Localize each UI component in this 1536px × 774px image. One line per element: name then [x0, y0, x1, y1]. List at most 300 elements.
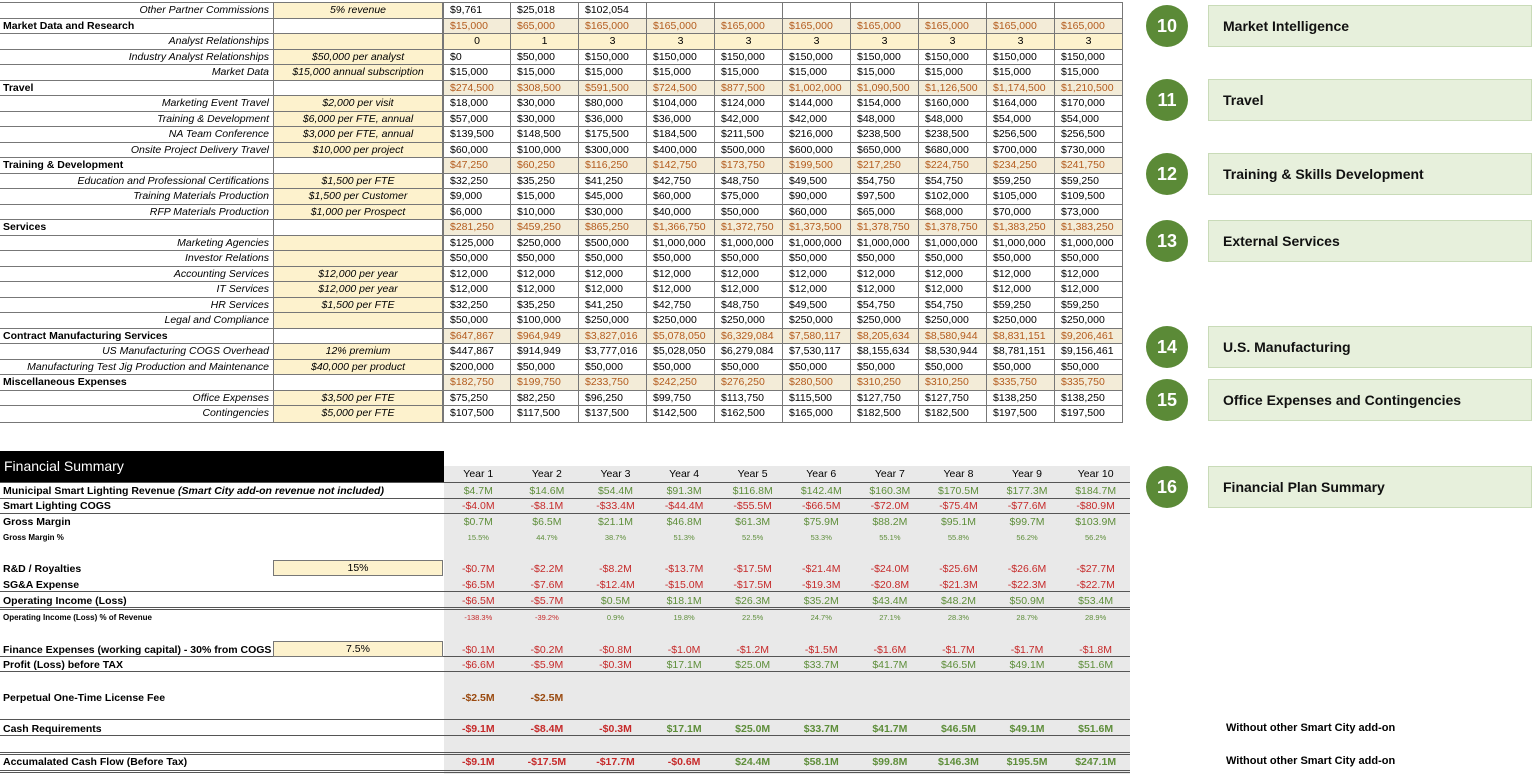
value-cell[interactable]: $12,000: [919, 267, 987, 283]
summary-value[interactable]: $88.2M: [872, 515, 908, 528]
value-cell[interactable]: $238,500: [851, 127, 919, 143]
value-cell[interactable]: 3: [647, 34, 715, 50]
summary-value[interactable]: -$19.3M: [802, 578, 841, 591]
summary-value[interactable]: -$1.8M: [1079, 643, 1112, 656]
value-cell[interactable]: $50,000: [647, 360, 715, 376]
value-cell[interactable]: $54,750: [851, 174, 919, 190]
value-cell[interactable]: $15,000: [511, 189, 579, 205]
summary-value[interactable]: $51.6M: [1078, 722, 1114, 735]
summary-value[interactable]: $99.8M: [872, 755, 908, 768]
summary-value[interactable]: -$77.6M: [1007, 499, 1047, 512]
summary-value[interactable]: -$9.1M: [461, 755, 495, 768]
value-cell[interactable]: $59,250: [987, 298, 1055, 314]
value-cell[interactable]: $105,000: [987, 189, 1055, 205]
summary-value[interactable]: 56.2%: [1085, 533, 1107, 542]
value-cell[interactable]: $274,500: [443, 81, 511, 97]
value-cell[interactable]: $49,500: [783, 298, 851, 314]
value-cell[interactable]: $54,000: [987, 112, 1055, 128]
value-cell[interactable]: $45,000: [579, 189, 647, 205]
summary-value[interactable]: $184.7M: [1075, 484, 1117, 497]
value-cell[interactable]: $170,000: [1055, 96, 1123, 112]
value-cell[interactable]: $12,000: [783, 267, 851, 283]
value-cell[interactable]: $647,867: [443, 329, 511, 345]
summary-value[interactable]: -138.3%: [464, 613, 493, 622]
assumption-cell[interactable]: [273, 313, 443, 329]
value-cell[interactable]: $150,000: [647, 50, 715, 66]
value-cell[interactable]: $8,781,151: [987, 344, 1055, 360]
value-cell[interactable]: $60,000: [443, 143, 511, 159]
value-cell[interactable]: $48,000: [851, 112, 919, 128]
value-cell[interactable]: $680,000: [919, 143, 987, 159]
summary-value[interactable]: $58.1M: [803, 755, 839, 768]
summary-value[interactable]: -$0.6M: [667, 755, 701, 768]
value-cell[interactable]: $137,500: [579, 406, 647, 422]
summary-value[interactable]: -$24.0M: [870, 562, 910, 575]
value-cell[interactable]: $1,126,500: [919, 81, 987, 97]
value-cell[interactable]: $162,500: [715, 406, 783, 422]
value-cell[interactable]: $60,000: [647, 189, 715, 205]
value-cell[interactable]: $50,000: [715, 251, 783, 267]
value-cell[interactable]: $5,028,050: [647, 344, 715, 360]
value-cell[interactable]: $59,250: [1055, 174, 1123, 190]
value-cell[interactable]: $48,000: [919, 112, 987, 128]
section-title-tag[interactable]: Travel: [1208, 79, 1532, 121]
value-cell[interactable]: 3: [987, 34, 1055, 50]
value-cell[interactable]: $250,000: [1055, 313, 1123, 329]
summary-value[interactable]: $146.3M: [938, 755, 979, 768]
value-cell[interactable]: $107,500: [443, 406, 511, 422]
value-cell[interactable]: $124,000: [715, 96, 783, 112]
summary-value[interactable]: -$33.4M: [596, 499, 635, 512]
summary-value[interactable]: $177.3M: [1006, 484, 1048, 497]
value-cell[interactable]: $15,000: [1055, 65, 1123, 81]
assumption-cell[interactable]: $50,000 per analyst: [273, 50, 443, 66]
value-cell[interactable]: $12,000: [783, 282, 851, 298]
value-cell[interactable]: $50,000: [783, 251, 851, 267]
value-cell[interactable]: $125,000: [443, 236, 511, 252]
value-cell[interactable]: $12,000: [1055, 282, 1123, 298]
summary-value[interactable]: 52.5%: [742, 533, 764, 542]
value-cell[interactable]: $250,000: [851, 313, 919, 329]
value-cell[interactable]: $335,750: [1055, 375, 1123, 391]
value-cell[interactable]: $50,000: [1055, 251, 1123, 267]
value-cell[interactable]: $47,250: [443, 158, 511, 174]
value-cell[interactable]: $7,580,117: [783, 329, 851, 345]
value-cell[interactable]: $15,000: [443, 19, 511, 35]
summary-value[interactable]: -$80.9M: [1076, 499, 1115, 512]
value-cell[interactable]: $50,000: [1055, 360, 1123, 376]
value-cell[interactable]: $650,000: [851, 143, 919, 159]
value-cell[interactable]: $54,750: [851, 298, 919, 314]
value-cell[interactable]: $182,500: [851, 406, 919, 422]
value-cell[interactable]: 1: [511, 34, 579, 50]
summary-value[interactable]: $25.0M: [735, 722, 771, 735]
value-cell[interactable]: $12,000: [987, 282, 1055, 298]
summary-value[interactable]: $61.3M: [735, 515, 771, 528]
value-cell[interactable]: $3,827,016: [579, 329, 647, 345]
value-cell[interactable]: $447,867: [443, 344, 511, 360]
summary-value[interactable]: -$72.0M: [870, 499, 910, 512]
value-cell[interactable]: $1,383,250: [1055, 220, 1123, 236]
assumption-cell[interactable]: $12,000 per year: [273, 267, 443, 283]
assumption-cell[interactable]: $6,000 per FTE, annual: [273, 112, 443, 128]
value-cell[interactable]: [919, 3, 987, 19]
assumption-cell[interactable]: [273, 158, 443, 174]
value-cell[interactable]: $164,000: [987, 96, 1055, 112]
value-cell[interactable]: $65,000: [851, 205, 919, 221]
summary-value[interactable]: $51.6M: [1078, 658, 1114, 671]
value-cell[interactable]: $6,279,084: [715, 344, 783, 360]
value-cell[interactable]: $182,750: [443, 375, 511, 391]
value-cell[interactable]: 0: [443, 34, 511, 50]
value-cell[interactable]: $32,250: [443, 174, 511, 190]
summary-value[interactable]: $53.4M: [1078, 594, 1114, 607]
summary-value[interactable]: -$44.4M: [664, 499, 704, 512]
assumption-cell[interactable]: [273, 81, 443, 97]
value-cell[interactable]: $256,500: [1055, 127, 1123, 143]
value-cell[interactable]: $117,500: [511, 406, 579, 422]
assumption-cell[interactable]: [273, 236, 443, 252]
value-cell[interactable]: $173,750: [715, 158, 783, 174]
summary-value[interactable]: 22.5%: [742, 613, 764, 622]
value-cell[interactable]: 3: [851, 34, 919, 50]
summary-value[interactable]: -$17.5M: [733, 578, 772, 591]
value-cell[interactable]: $9,761: [443, 3, 511, 19]
summary-value[interactable]: -$6.5M: [461, 578, 495, 591]
value-cell[interactable]: $15,000: [647, 65, 715, 81]
summary-value[interactable]: -$2.2M: [530, 562, 564, 575]
value-cell[interactable]: $50,000: [511, 360, 579, 376]
value-cell[interactable]: $50,000: [919, 360, 987, 376]
value-cell[interactable]: $138,250: [1055, 391, 1123, 407]
summary-value[interactable]: -$12.4M: [596, 578, 635, 591]
value-cell[interactable]: $50,000: [715, 360, 783, 376]
value-cell[interactable]: $1,000,000: [783, 236, 851, 252]
value-cell[interactable]: $59,250: [987, 174, 1055, 190]
summary-value[interactable]: 55.8%: [947, 533, 970, 542]
value-cell[interactable]: $1,378,750: [851, 220, 919, 236]
value-cell[interactable]: $96,250: [579, 391, 647, 407]
summary-value[interactable]: -$17.5M: [733, 562, 772, 575]
value-cell[interactable]: $9,156,461: [1055, 344, 1123, 360]
value-cell[interactable]: $300,000: [579, 143, 647, 159]
summary-value[interactable]: 51.3%: [673, 533, 695, 542]
value-cell[interactable]: $250,000: [579, 313, 647, 329]
value-cell[interactable]: $199,500: [783, 158, 851, 174]
value-cell[interactable]: $8,530,944: [919, 344, 987, 360]
value-cell[interactable]: $184,500: [647, 127, 715, 143]
value-cell[interactable]: $241,750: [1055, 158, 1123, 174]
value-cell[interactable]: $50,000: [579, 251, 647, 267]
value-cell[interactable]: $8,831,151: [987, 329, 1055, 345]
assumption-input[interactable]: 15%: [273, 560, 443, 576]
summary-value[interactable]: -$4.0M: [461, 499, 495, 512]
assumption-cell[interactable]: $40,000 per product: [273, 360, 443, 376]
summary-value[interactable]: -$8.1M: [530, 499, 564, 512]
summary-value[interactable]: -$1.0M: [667, 643, 701, 656]
value-cell[interactable]: $12,000: [579, 282, 647, 298]
section-title-tag[interactable]: Market Intelligence: [1208, 5, 1532, 47]
summary-value[interactable]: $46.5M: [940, 722, 976, 735]
summary-value[interactable]: -$13.7M: [664, 562, 704, 575]
value-cell[interactable]: $50,000: [851, 251, 919, 267]
value-cell[interactable]: $15,000: [851, 65, 919, 81]
value-cell[interactable]: $165,000: [715, 19, 783, 35]
summary-value[interactable]: $26.3M: [735, 594, 771, 607]
value-cell[interactable]: $165,000: [783, 406, 851, 422]
value-cell[interactable]: $165,000: [783, 19, 851, 35]
value-cell[interactable]: $48,750: [715, 174, 783, 190]
value-cell[interactable]: $1,210,500: [1055, 81, 1123, 97]
value-cell[interactable]: $150,000: [715, 50, 783, 66]
value-cell[interactable]: $50,000: [511, 251, 579, 267]
summary-value[interactable]: $33.7M: [803, 722, 839, 735]
value-cell[interactable]: $35,250: [511, 174, 579, 190]
value-cell[interactable]: $1,000,000: [919, 236, 987, 252]
value-cell[interactable]: $914,949: [511, 344, 579, 360]
summary-value[interactable]: $142.4M: [800, 484, 842, 497]
value-cell[interactable]: $50,000: [783, 360, 851, 376]
assumption-cell[interactable]: $2,000 per visit: [273, 96, 443, 112]
value-cell[interactable]: $6,000: [443, 205, 511, 221]
summary-value[interactable]: -$0.7M: [461, 562, 495, 575]
value-cell[interactable]: $233,750: [579, 375, 647, 391]
value-cell[interactable]: $54,000: [1055, 112, 1123, 128]
value-cell[interactable]: $150,000: [1055, 50, 1123, 66]
summary-value[interactable]: -$1.2M: [736, 643, 770, 656]
value-cell[interactable]: $400,000: [647, 143, 715, 159]
summary-value[interactable]: 0.9%: [606, 613, 625, 622]
value-cell[interactable]: $30,000: [511, 96, 579, 112]
value-cell[interactable]: [987, 3, 1055, 19]
value-cell[interactable]: $1,378,750: [919, 220, 987, 236]
value-cell[interactable]: $865,250: [579, 220, 647, 236]
value-cell[interactable]: $75,250: [443, 391, 511, 407]
value-cell[interactable]: $150,000: [783, 50, 851, 66]
value-cell[interactable]: $1,174,500: [987, 81, 1055, 97]
summary-value[interactable]: -$26.6M: [1007, 562, 1047, 575]
value-cell[interactable]: $40,000: [647, 205, 715, 221]
summary-value[interactable]: $116.8M: [732, 484, 773, 497]
value-cell[interactable]: $42,000: [715, 112, 783, 128]
value-cell[interactable]: $59,250: [1055, 298, 1123, 314]
value-cell[interactable]: $175,500: [579, 127, 647, 143]
assumption-cell[interactable]: 5% revenue: [273, 3, 443, 19]
value-cell[interactable]: $12,000: [443, 282, 511, 298]
summary-value[interactable]: $99.7M: [1009, 515, 1045, 528]
summary-value[interactable]: -$1.7M: [942, 643, 975, 656]
value-cell[interactable]: 3: [783, 34, 851, 50]
summary-value[interactable]: $49.1M: [1009, 658, 1045, 671]
value-cell[interactable]: $250,000: [987, 313, 1055, 329]
summary-value[interactable]: -$0.1M: [461, 643, 495, 656]
value-cell[interactable]: $12,000: [579, 267, 647, 283]
value-cell[interactable]: $148,500: [511, 127, 579, 143]
summary-value[interactable]: $91.3M: [666, 484, 702, 497]
value-cell[interactable]: $591,500: [579, 81, 647, 97]
summary-value[interactable]: -$22.7M: [1076, 578, 1115, 591]
value-cell[interactable]: [715, 3, 783, 19]
summary-value[interactable]: -$6.6M: [461, 658, 495, 671]
value-cell[interactable]: $12,000: [715, 282, 783, 298]
value-cell[interactable]: $234,250: [987, 158, 1055, 174]
value-cell[interactable]: [647, 3, 715, 19]
summary-value[interactable]: $0.5M: [600, 594, 631, 607]
value-cell[interactable]: $500,000: [715, 143, 783, 159]
value-cell[interactable]: $1,000,000: [1055, 236, 1123, 252]
summary-value[interactable]: $41.7M: [872, 722, 908, 735]
value-cell[interactable]: $49,500: [783, 174, 851, 190]
summary-value[interactable]: -$17.5M: [527, 755, 567, 768]
summary-value[interactable]: -$0.8M: [599, 643, 632, 656]
value-cell[interactable]: $8,205,634: [851, 329, 919, 345]
summary-value[interactable]: -$1.7M: [1010, 643, 1044, 656]
value-cell[interactable]: $104,000: [647, 96, 715, 112]
value-cell[interactable]: $12,000: [647, 282, 715, 298]
value-cell[interactable]: $12,000: [715, 267, 783, 283]
summary-value[interactable]: -$21.4M: [802, 562, 841, 575]
value-cell[interactable]: $182,500: [919, 406, 987, 422]
value-cell[interactable]: $200,000: [443, 360, 511, 376]
section-title-tag[interactable]: Financial Plan Summary: [1208, 466, 1532, 508]
value-cell[interactable]: $102,054: [579, 3, 647, 19]
summary-value[interactable]: $17.1M: [666, 722, 702, 735]
value-cell[interactable]: $165,000: [987, 19, 1055, 35]
assumption-cell[interactable]: $1,500 per Customer: [273, 189, 443, 205]
value-cell[interactable]: $0: [443, 50, 511, 66]
value-cell[interactable]: $1,373,500: [783, 220, 851, 236]
summary-value[interactable]: 53.3%: [810, 533, 832, 542]
section-title-tag[interactable]: U.S. Manufacturing: [1208, 326, 1532, 368]
value-cell[interactable]: $12,000: [443, 267, 511, 283]
value-cell[interactable]: $100,000: [511, 143, 579, 159]
value-cell[interactable]: $15,000: [783, 65, 851, 81]
summary-value[interactable]: $21.1M: [597, 515, 633, 528]
value-cell[interactable]: $142,750: [647, 158, 715, 174]
summary-value[interactable]: $35.2M: [803, 594, 839, 607]
assumption-cell[interactable]: [273, 375, 443, 391]
value-cell[interactable]: $1,000,000: [987, 236, 1055, 252]
value-cell[interactable]: $308,500: [511, 81, 579, 97]
value-cell[interactable]: $724,500: [647, 81, 715, 97]
summary-value[interactable]: -$20.8M: [870, 578, 910, 591]
summary-value[interactable]: -$7.6M: [530, 578, 564, 591]
summary-value[interactable]: -$2.5M: [461, 691, 495, 704]
value-cell[interactable]: $57,000: [443, 112, 511, 128]
summary-value[interactable]: $170.5M: [938, 484, 979, 497]
summary-value[interactable]: -$25.6M: [939, 562, 978, 575]
value-cell[interactable]: $730,000: [1055, 143, 1123, 159]
summary-value[interactable]: $75.9M: [803, 515, 839, 528]
summary-value[interactable]: $103.9M: [1075, 515, 1117, 528]
value-cell[interactable]: $877,500: [715, 81, 783, 97]
value-cell[interactable]: 3: [1055, 34, 1123, 50]
value-cell[interactable]: $165,000: [1055, 19, 1123, 35]
value-cell[interactable]: $150,000: [579, 50, 647, 66]
summary-value[interactable]: 28.7%: [1016, 613, 1038, 622]
value-cell[interactable]: $5,078,050: [647, 329, 715, 345]
assumption-cell[interactable]: $1,500 per FTE: [273, 298, 443, 314]
value-cell[interactable]: $165,000: [647, 19, 715, 35]
assumption-cell[interactable]: $12,000 per year: [273, 282, 443, 298]
summary-value[interactable]: -$55.5M: [733, 499, 772, 512]
value-cell[interactable]: $50,000: [443, 313, 511, 329]
value-cell[interactable]: $250,000: [647, 313, 715, 329]
value-cell[interactable]: $50,000: [715, 205, 783, 221]
value-cell[interactable]: $197,500: [1055, 406, 1123, 422]
summary-value[interactable]: -$0.3M: [599, 722, 632, 735]
value-cell[interactable]: $18,000: [443, 96, 511, 112]
assumption-cell[interactable]: [273, 220, 443, 236]
value-cell[interactable]: $9,206,461: [1055, 329, 1123, 345]
summary-value[interactable]: -39.2%: [535, 613, 559, 622]
value-cell[interactable]: $54,750: [919, 298, 987, 314]
summary-value[interactable]: -$27.7M: [1076, 562, 1115, 575]
value-cell[interactable]: $109,500: [1055, 189, 1123, 205]
value-cell[interactable]: $310,250: [919, 375, 987, 391]
value-cell[interactable]: $12,000: [511, 267, 579, 283]
value-cell[interactable]: $36,000: [647, 112, 715, 128]
value-cell[interactable]: $48,750: [715, 298, 783, 314]
value-cell[interactable]: $600,000: [783, 143, 851, 159]
value-cell[interactable]: $964,949: [511, 329, 579, 345]
value-cell[interactable]: $15,000: [987, 65, 1055, 81]
summary-value[interactable]: -$17.7M: [596, 755, 635, 768]
value-cell[interactable]: $211,500: [715, 127, 783, 143]
value-cell[interactable]: $250,000: [919, 313, 987, 329]
value-cell[interactable]: $199,750: [511, 375, 579, 391]
value-cell[interactable]: $3,777,016: [579, 344, 647, 360]
value-cell[interactable]: $150,000: [987, 50, 1055, 66]
value-cell[interactable]: $224,750: [919, 158, 987, 174]
value-cell[interactable]: $8,155,634: [851, 344, 919, 360]
value-cell[interactable]: $25,018: [511, 3, 579, 19]
summary-value[interactable]: 15.5%: [467, 533, 489, 542]
value-cell[interactable]: $154,000: [851, 96, 919, 112]
value-cell[interactable]: $50,000: [919, 251, 987, 267]
value-cell[interactable]: $12,000: [851, 267, 919, 283]
section-title-tag[interactable]: External Services: [1208, 220, 1532, 262]
summary-value[interactable]: -$5.7M: [530, 594, 564, 607]
summary-value[interactable]: -$21.3M: [939, 578, 978, 591]
value-cell[interactable]: $68,000: [919, 205, 987, 221]
value-cell[interactable]: $73,000: [1055, 205, 1123, 221]
value-cell[interactable]: $1,000,000: [715, 236, 783, 252]
value-cell[interactable]: $700,000: [987, 143, 1055, 159]
value-cell[interactable]: $115,500: [783, 391, 851, 407]
value-cell[interactable]: $70,000: [987, 205, 1055, 221]
summary-value[interactable]: -$5.9M: [530, 658, 564, 671]
summary-value[interactable]: -$6.5M: [461, 594, 495, 607]
value-cell[interactable]: $60,000: [783, 205, 851, 221]
value-cell[interactable]: $1,372,750: [715, 220, 783, 236]
assumption-cell[interactable]: [273, 251, 443, 267]
value-cell[interactable]: $281,250: [443, 220, 511, 236]
value-cell[interactable]: $256,500: [987, 127, 1055, 143]
summary-value[interactable]: $195.5M: [1006, 755, 1048, 768]
summary-value[interactable]: $95.1M: [940, 515, 976, 528]
summary-value[interactable]: 27.1%: [879, 613, 901, 622]
value-cell[interactable]: $15,000: [715, 65, 783, 81]
summary-value[interactable]: $4.7M: [463, 484, 493, 497]
summary-value[interactable]: $25.0M: [735, 658, 771, 671]
value-cell[interactable]: $12,000: [919, 282, 987, 298]
value-cell[interactable]: $127,750: [851, 391, 919, 407]
value-cell[interactable]: $10,000: [511, 205, 579, 221]
value-cell[interactable]: $216,000: [783, 127, 851, 143]
summary-value[interactable]: 19.8%: [673, 613, 695, 622]
value-cell[interactable]: $30,000: [511, 112, 579, 128]
